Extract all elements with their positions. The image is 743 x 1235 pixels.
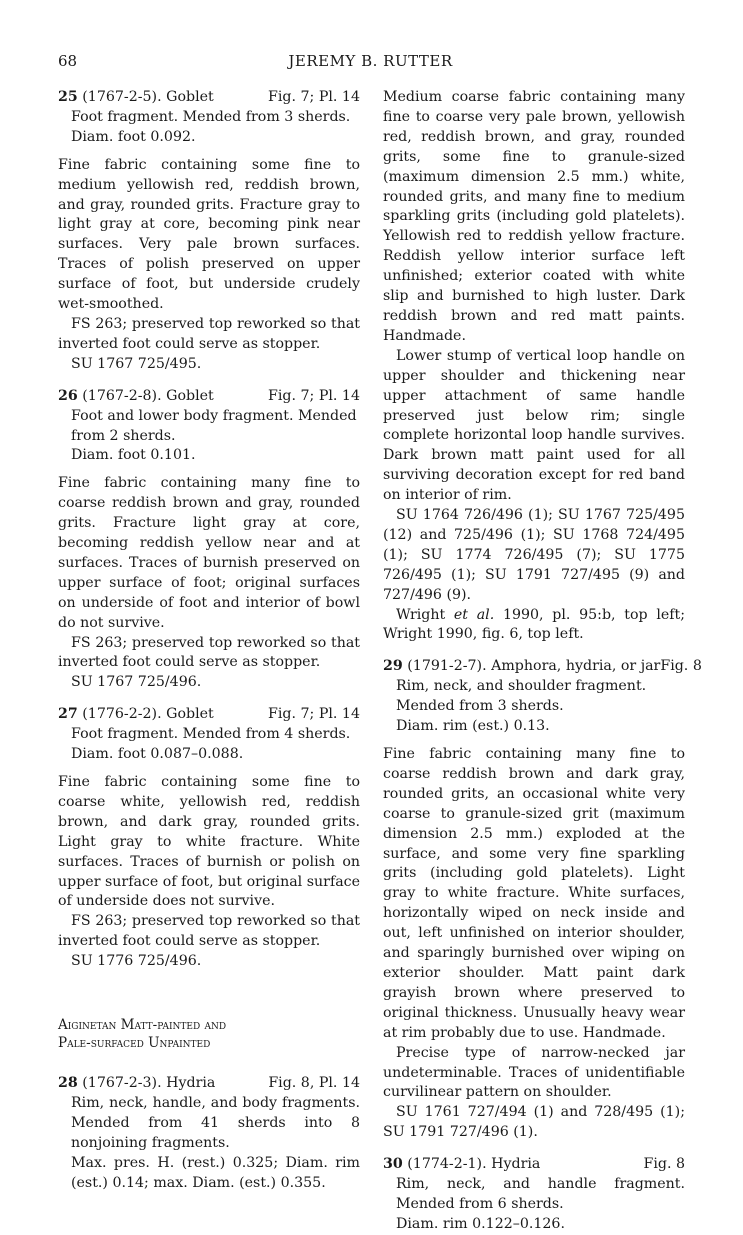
entry-heading: [58, 1074, 360, 1094]
entry-heading: [383, 1155, 685, 1175]
entry-code: (1767-2-5).: [82, 89, 162, 105]
entry-heading: [58, 88, 360, 108]
section-heading-line-1: Aiginetan Matt-painted and: [58, 1017, 227, 1034]
running-head: [58, 52, 683, 76]
entry-notes: FS 263; preserved top reworked so that inverted foot could serve as stopper.: [58, 634, 360, 671]
catalog-entry-27: [58, 705, 360, 972]
entry-notes: FS 263; preserved top reworked so that inverted foot could serve as stopper.: [58, 315, 360, 352]
entry-code: (1767-2-8).: [82, 387, 162, 404]
dimensions: Diam. foot 0.092.: [71, 128, 196, 145]
figure-reference: Fig. 7; Pl. 14: [268, 706, 360, 723]
catalog-entry-26: [58, 387, 360, 694]
entry-number: 27: [58, 706, 78, 723]
dimensions: Diam. foot 0.087–0.088.: [71, 746, 244, 763]
dimensions: Max. pres. H. (rest.) 0.325; Diam. rim (est.) 0.14; max. Diam. (est.) 0.355.: [71, 1154, 360, 1191]
figure-reference: Fig. 8, Pl. 14: [268, 1075, 360, 1092]
figure-reference: Fig. 8: [660, 658, 702, 675]
fabric-description: Fine fabric containing some fine to coarse white, yellowish red, reddish brown, and dark gray, rounded grits. Light gray to white fracture. White surfaces. Traces of burnish or polish on upper surface of foot, but original surface of underside does not survive.: [58, 774, 360, 910]
figure-reference: Fig. 7; Pl. 14: [268, 89, 360, 105]
figure-reference: Fig. 7; Pl. 14: [268, 387, 360, 404]
figure-reference: Fig. 8: [643, 1156, 685, 1173]
right-column: [383, 88, 702, 1235]
entry-type: Hydria: [166, 1075, 216, 1092]
dimensions: Diam. foot 0.101.: [71, 447, 196, 464]
entry-number: 30: [383, 1156, 403, 1173]
entry-number: 28: [58, 1075, 78, 1092]
fabric-description: Fine fabric containing many fine to coarse reddish brown and gray, rounded grits. Fracture light gray at core, becoming reddish yellow near and at surfaces. Traces of burnish preserved on upper surface of foot; original surfaces on underside of foot and interior of bowl do not survive.: [58, 475, 360, 631]
fragment-description: Foot and lower body fragment. Mended from 2 sherds.: [71, 407, 357, 444]
stratigraphic-unit: SU 1764 726/496 (1); SU 1767 725/495 (12) and 725/496 (1); SU 1768 724/495 (1); SU 1774 726/495 (7); SU 1775 726/495 (1); SU 1791 727/495 (9) and 727/496 (9).: [383, 507, 685, 603]
entry-code: (1774-2-1).: [407, 1156, 487, 1173]
entry-number: 25: [58, 89, 78, 105]
running-head-author: JEREMY B. RUTTER: [288, 52, 453, 70]
entry-description: Lower stump of vertical loop handle on upper shoulder and thickening near upper attachment of same handle preserved just below rim; single complete horizontal loop handle survives. Dark brown matt paint used for all surviving decoration except for red band on interior of rim.: [383, 347, 685, 504]
entry-heading: [58, 705, 360, 725]
fabric-description: Fine fabric containing some fine to medium yellowish red, reddish brown, and gray, rounded grits. Fracture gray to light gray at core, becoming pink near surfaces. Very pale brown surfaces. Traces of polish preserved on upper surface of foot, but underside crudely wet-smoothed.: [58, 156, 360, 313]
bibliography: Wright et al. 1990, pl. 95:b, top left; Wright 1990, fig. 6, top left.: [383, 606, 685, 643]
entry-type: Hydria: [491, 1156, 541, 1173]
catalog-entry-29: [383, 657, 702, 1143]
fragment-description: Foot fragment. Mended from 4 sherds.: [71, 726, 351, 743]
stratigraphic-unit: SU 1761 727/494 (1) and 728/495 (1); SU 1791 727/496 (1).: [383, 1104, 685, 1141]
entry-notes: FS 263; preserved top reworked so that inverted foot could serve as stopper.: [58, 913, 360, 950]
page-number: 68: [58, 52, 78, 70]
stratigraphic-unit: SU 1767 725/496.: [71, 674, 202, 691]
catalog-entry-28-continued: [383, 88, 685, 645]
section-heading-line-2: Pale-surfaced Unpainted: [58, 1035, 211, 1052]
stratigraphic-unit: SU 1776 725/496.: [71, 953, 202, 970]
fabric-description: Fine fabric containing many fine to coarse reddish brown and dark gray, rounded grits, an occasional white very coarse to granule-sized grit (maximum dimension 2.5 mm.) exploded at the surface, and some very fine sparkling grits (including gold platelets). Light gray to white fracture. White surfaces, horizontally wiped on neck inside and out, left unfinished on interior shoulder, and sparingly burnished over wiping on exterior shoulder. Matt paint dark grayish brown where preserved to original thickness. Unusually heavy wear at rim probably due to use. Handmade.: [383, 746, 685, 1041]
fragment-description: Rim, neck, and shoulder fragment. Mended from 3 sherds.: [396, 678, 647, 715]
catalog-entry-28: [58, 1074, 360, 1193]
fragment-description: Foot fragment. Mended from 3 sherds.: [71, 108, 351, 125]
dimensions: Diam. rim 0.122–0.126.: [396, 1215, 565, 1232]
fabric-description: Medium coarse fabric containing many fine to coarse very pale brown, yellowish red, reddish brown, and gray, rounded grits, some fine to granule-sized (maximum dimension 2.5 mm.) white, rounded grits, and many fine to medium sparkling grits (including gold platelets). Yellowish red to reddish yellow fracture. Reddish yellow interior surface left unfinished; exterior coated with white slip and burnished to high luster. Dark reddish brown and red matt paints. Handmade.: [383, 89, 685, 344]
left-column: [58, 88, 360, 1194]
entry-heading: [58, 387, 360, 407]
catalog-entry-25: [58, 88, 360, 375]
stratigraphic-unit: SU 1767 725/495.: [71, 355, 202, 372]
section-heading: [58, 1016, 360, 1052]
entry-type: Goblet: [166, 89, 214, 105]
fragment-description: Rim, neck, and handle fragment. Mended from 6 sherds.: [396, 1176, 685, 1212]
entry-type: Goblet: [166, 387, 214, 404]
entry-description: Precise type of narrow-necked jar undeterminable. Traces of unidentifiable curvilinear pattern on shoulder.: [383, 1044, 685, 1101]
fragment-description: Rim, neck, handle, and body fragments. Mended from 41 sherds into 8 nonjoining fragments.: [71, 1094, 360, 1151]
entry-number: 26: [58, 387, 78, 404]
entry-heading: [383, 657, 702, 677]
catalog-entry-30: [383, 1155, 685, 1235]
entry-code: (1776-2-2).: [82, 706, 162, 723]
entry-code: (1767-2-3).: [82, 1075, 162, 1092]
dimensions: Diam. rim (est.) 0.13.: [396, 718, 550, 735]
entry-type: Goblet: [166, 706, 214, 723]
entry-number: 29: [383, 658, 403, 675]
entry-type: Amphora, hydria, or jar: [491, 658, 661, 675]
entry-code: (1791-2-7).: [407, 658, 487, 675]
